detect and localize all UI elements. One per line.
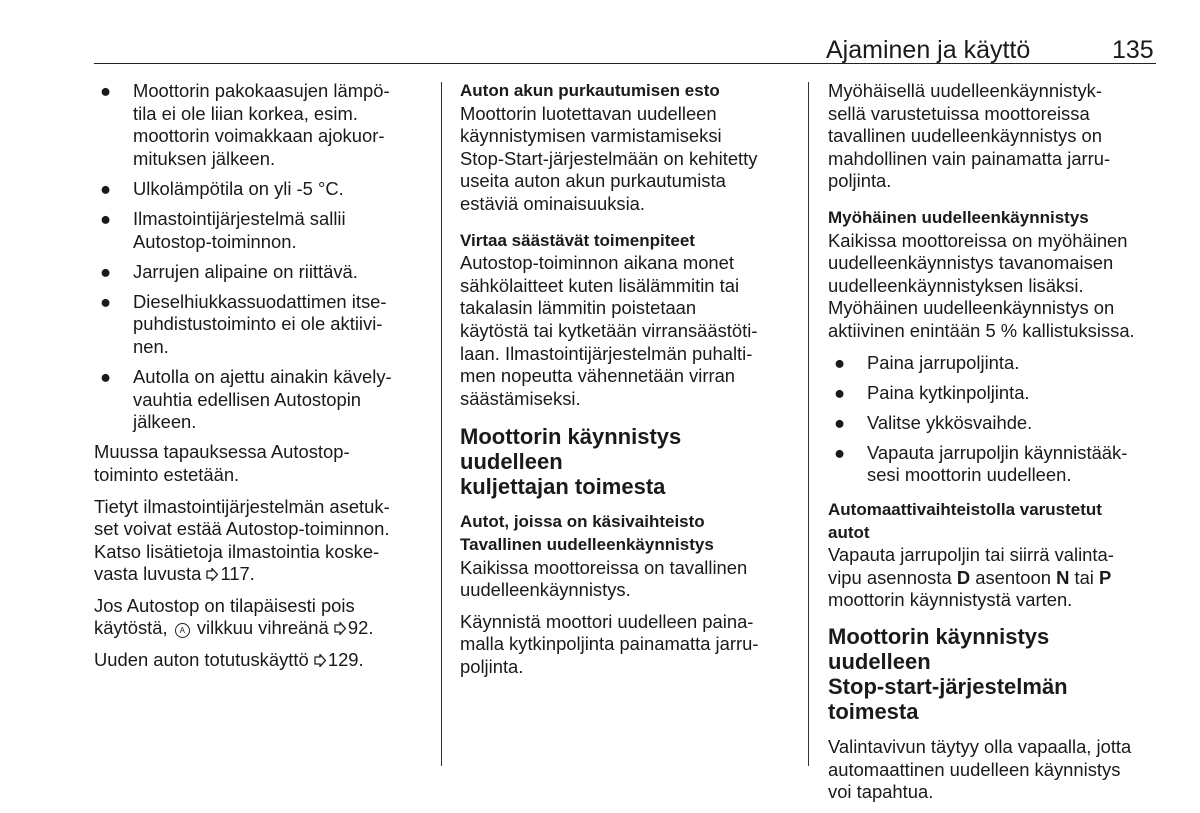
page-reference-arrow-icon xyxy=(334,622,346,635)
list-item: ● Ulkolämpötila on yli -5 °C. xyxy=(100,177,344,199)
paragraph: Autostop-toiminnon aikana monet sähkölaitteet kuten lisälämmitin tai takalasin lämmitin poistetaan käytöstä tai kytketään virransäästöti- laan. Ilmastointijärjestelmän puhalti- men nopeutta vähennetään virran säästämiseksi. xyxy=(460,252,758,409)
paragraph: Kaikissa moottoreissa on myöhäinen uudelleenkäynnistys tavanomaisen uudelleenkäynnistyksen lisäksi. Myöhäinen uudelleenkäynnistys on aktiivinen enintään 5 % kallistuksissa. xyxy=(828,229,1135,341)
subheading: Tavallinen uudelleenkäynnistys xyxy=(460,534,714,554)
paragraph: Moottorin luotettavan uudelleen käynnistymisen varmistamiseksi Stop-Start-järjestelmään on kehitetty useita auton akun purkautumista estäviä ominaisuuksia. xyxy=(460,102,758,214)
steps-list xyxy=(828,352,1158,487)
paragraph: Vapauta jarrupoljin tai siirrä valinta- vipu asennosta D asentoon N tai P moottorin käynnistystä varten. xyxy=(828,544,1114,611)
subheading: Autot, joissa on käsivaihteisto xyxy=(460,512,705,532)
list-item: ● Dieselhiukkassuodattimen itse- puhdistustoiminto ei ole aktiivi- nen. xyxy=(100,290,387,357)
paragraph: Jos Autostop on tilapäisesti pois käytöstä, A vilkkuu vihreänä 92. xyxy=(94,594,374,639)
conditions-list xyxy=(94,80,424,434)
page-reference-link[interactable]: 117. xyxy=(220,563,255,585)
paragraph: Uuden auton totutuskäyttö 129. xyxy=(94,649,364,671)
bullet-icon: ● xyxy=(100,290,112,312)
gear-d-label: D xyxy=(956,566,971,588)
page-reference-arrow-icon xyxy=(314,654,326,667)
page-reference-link[interactable]: 129. xyxy=(327,649,364,671)
paragraph: Muussa tapauksessa Autostop- toiminto estetään. xyxy=(94,441,350,485)
gear-n-label: N xyxy=(1056,566,1070,588)
list-item: ● Autolla on ajettu ainakin kävely- vauhtia edellisen Autostopin jälkeen. xyxy=(100,366,392,433)
column-2 xyxy=(460,80,790,687)
paragraph: Käynnistä moottori uudelleen paina- malla kytkinpoljinta painamatta jarru- poljinta. xyxy=(460,610,759,677)
subheading: Virtaa säästävät toimenpiteet xyxy=(460,230,695,250)
list-item: ● Jarrujen alipaine on riittävä. xyxy=(100,260,358,282)
header-rule xyxy=(94,63,1156,64)
page-reference-link[interactable]: 92. xyxy=(347,617,374,639)
list-item: ● Valitse ykkösvaihde. xyxy=(834,411,1033,433)
bullet-icon: ● xyxy=(100,366,112,388)
subheading: Myöhäinen uudelleenkäynnistys xyxy=(828,207,1089,227)
chapter-title: Ajaminen ja käyttö xyxy=(826,36,1031,64)
section-heading: Moottorin käynnistys uudelleen Stop-start-järjestelmän toimesta xyxy=(828,623,1068,724)
subheading: Auton akun purkautumisen esto xyxy=(460,81,720,100)
bullet-icon: ● xyxy=(834,411,846,433)
list-item: ● Moottorin pakokaasujen lämpö- tila ei ole liian korkea, esim. moottorin voimakkaan ajokuor- mituksen jälkeen. xyxy=(100,80,390,169)
paragraph: Kaikissa moottoreissa on tavallinen uudelleenkäynnistys. xyxy=(460,556,748,601)
bullet-icon: ● xyxy=(834,441,846,463)
list-item: ● Paina jarrupoljinta. xyxy=(834,351,1020,373)
page-reference-arrow-icon xyxy=(206,568,218,581)
list-item: ● Ilmastointijärjestelmä sallii Autostop-toiminnon. xyxy=(100,207,346,252)
bullet-icon: ● xyxy=(100,177,112,199)
gear-p-label: P xyxy=(1099,566,1112,588)
paragraph: Valintavivun täytyy olla vapaalla, jotta automaattinen uudelleen käynnistys voi tapahtua. xyxy=(828,735,1132,803)
bullet-icon: ● xyxy=(100,80,112,101)
paragraph: Myöhäisellä uudelleenkäynnistyk- sellä varustetuissa moottoreissa tavallinen uudelleenkäynnistys on mahdollinen vain painamatta jarru- poljinta. xyxy=(828,80,1111,192)
subheading: Automaattivaihteistolla varustetut autot xyxy=(828,500,1102,542)
autostop-indicator-icon: A xyxy=(175,623,190,638)
column-1 xyxy=(94,80,424,681)
bullet-icon: ● xyxy=(834,351,846,373)
column-3 xyxy=(828,80,1158,813)
list-item: ● Vapauta jarrupoljin käynnistääk- sesi moottorin uudelleen. xyxy=(834,441,1128,486)
paragraph: Tietyt ilmastointijärjestelmän asetuk- set voivat estää Autostop-toiminnon. Katso lisätietoja ilmastointia koske- vasta luvusta 117. xyxy=(94,495,390,585)
column-divider-2 xyxy=(808,82,809,766)
bullet-icon: ● xyxy=(100,260,112,282)
bullet-icon: ● xyxy=(834,381,846,403)
list-item: ● Paina kytkinpoljinta. xyxy=(834,381,1030,403)
page-number: 135 xyxy=(1112,36,1154,64)
section-heading: Moottorin käynnistys uudelleen kuljettajan toimesta xyxy=(460,424,682,500)
bullet-icon: ● xyxy=(100,207,112,229)
column-divider-1 xyxy=(441,82,442,766)
